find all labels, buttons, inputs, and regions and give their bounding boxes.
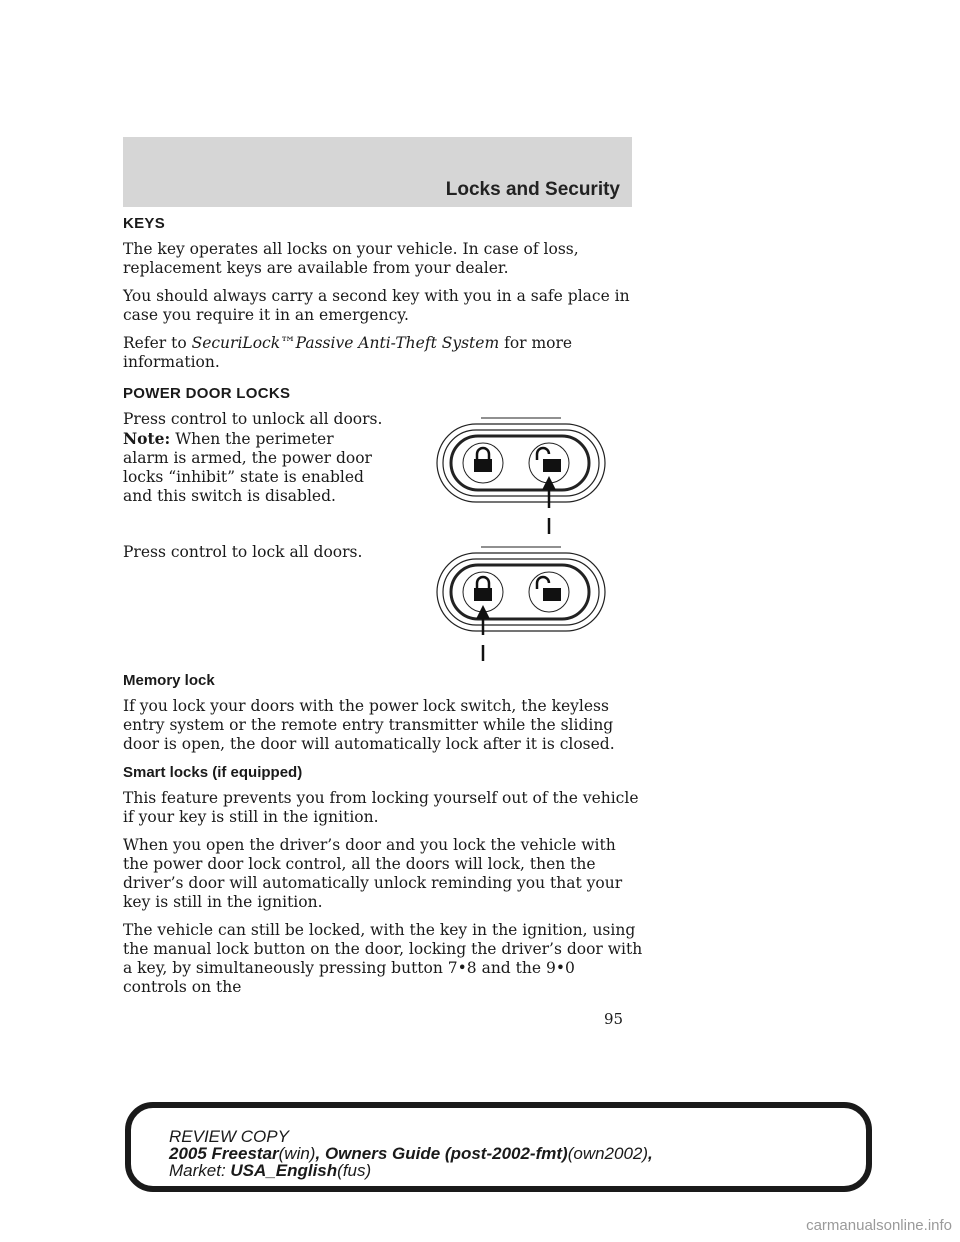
review-market: USA_English — [230, 1161, 338, 1180]
header-band — [123, 137, 632, 207]
lock-switch-illustration — [431, 545, 621, 665]
refer-prefix: Refer to — [123, 334, 192, 352]
lock-switch-svg — [431, 545, 611, 665]
switch-rocker — [451, 436, 589, 490]
review-market-label: Market: — [169, 1161, 231, 1180]
review-guide-code: (own2002) — [567, 1144, 649, 1163]
padlock-unlocked-icon — [537, 448, 561, 472]
keys-refer — [123, 334, 643, 372]
note-text: When the perimeter alarm is armed, the power door locks “inhibit” state is enabled and this switch is disabled. — [123, 430, 372, 505]
keys-para-1: The key operates all locks on your vehicle. In case of loss, replacement keys are available from your dealer. — [123, 240, 579, 277]
site-watermark: carmanualsonline.info — [806, 1217, 952, 1234]
review-line-2 — [169, 1145, 653, 1162]
keys-para-2: You should always carry a second key with you in a safe place in case you require it in an emergency. — [123, 287, 630, 324]
review-line-1: REVIEW COPY — [169, 1127, 289, 1146]
unlock-instruction: Press control to unlock all doors. — [123, 410, 383, 428]
keys-heading: KEYS — [123, 215, 166, 232]
review-market-code: (fus) — [337, 1161, 372, 1180]
review-sep-1: , — [315, 1144, 325, 1163]
review-model: 2005 Freestar — [169, 1144, 279, 1163]
unlock-row — [123, 410, 643, 539]
lock-text-block — [123, 543, 383, 562]
switch-rocker — [451, 565, 589, 619]
review-copy-box — [125, 1102, 872, 1192]
memory-lock-para: If you lock your doors with the power lock switch, the keyless entry system or the remote entry transmitter while the sliding door is open, the door will automatically lock after it is closed. — [123, 697, 615, 753]
press-arrow-head — [542, 476, 556, 490]
smart-locks-para-3: The vehicle can still be locked, with the key in the ignition, using the manual lock button on the door, locking the driver’s door with a key, by simultaneously pressing button 7•8 and the 9•0 controls on the — [123, 921, 643, 996]
unlock-switch-illustration — [431, 414, 621, 539]
padlock-unlocked-icon — [537, 577, 561, 601]
unlock-note — [123, 429, 383, 506]
review-sep-2: , — [648, 1144, 653, 1163]
unlock-text-block — [123, 410, 383, 506]
review-model-code: (win) — [278, 1144, 316, 1163]
power-door-locks-heading: POWER DOOR LOCKS — [123, 385, 291, 402]
smart-locks-para-2: When you open the driver’s door and you lock the vehicle with the power door lock control, all the doors will lock, then the driver’s door will automatically unlock reminding you that your key is still in the ignition. — [123, 836, 623, 911]
refer-suffix: for more information. — [123, 334, 573, 371]
note-label: Note: — [123, 429, 171, 448]
review-guide: Owners Guide (post-2002-fmt) — [324, 1144, 568, 1163]
unlock-switch-svg — [431, 414, 611, 539]
section-title: Locks and Security — [445, 179, 620, 200]
padlock-locked-icon — [474, 577, 492, 601]
memory-lock-heading: Memory lock — [123, 672, 215, 689]
padlock-locked-icon — [474, 448, 492, 472]
press-arrow-head — [476, 605, 490, 619]
smart-locks-para-1: This feature prevents you from locking yourself out of the vehicle if your key is still in the ignition. — [123, 789, 639, 826]
smart-locks-heading: Smart locks (if equipped) — [123, 764, 303, 781]
review-copy-text — [169, 1128, 653, 1179]
lock-row — [123, 543, 643, 665]
review-line-3 — [169, 1162, 653, 1179]
page-content — [123, 214, 643, 1006]
securilock-reference: SecuriLock™Passive Anti-Theft System — [191, 334, 500, 352]
lock-instruction: Press control to lock all doors. — [123, 543, 363, 561]
page-number: 95 — [604, 1010, 624, 1028]
